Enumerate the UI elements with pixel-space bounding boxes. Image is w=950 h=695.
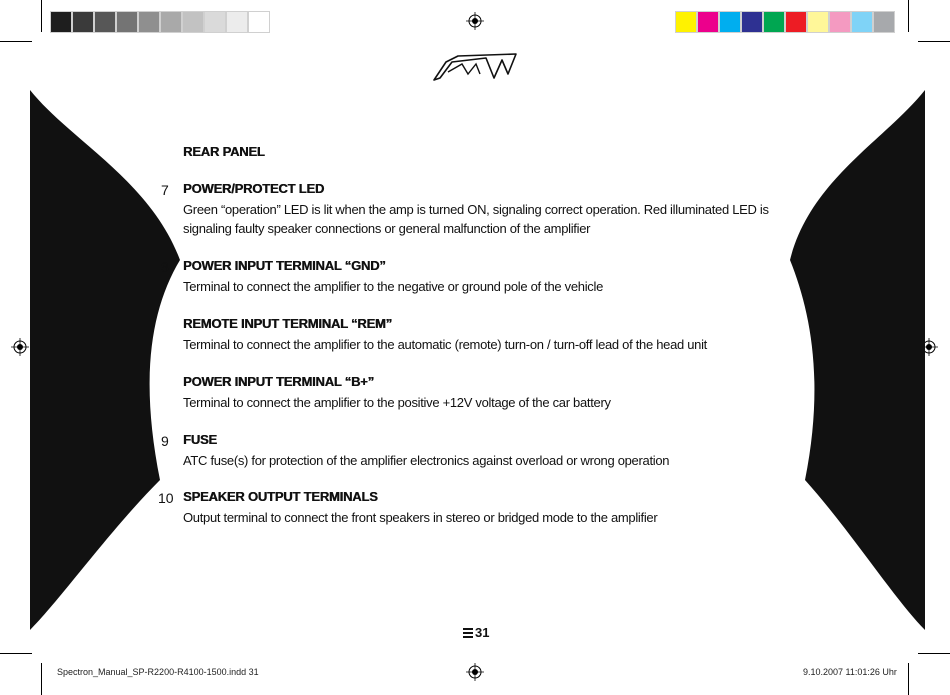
color-swatch [226, 11, 248, 33]
color-swatch [72, 11, 94, 33]
item-number: 8 [161, 259, 169, 275]
crop-mark [0, 653, 32, 654]
page-number-mark-icon [462, 627, 474, 639]
color-swatch [719, 11, 741, 33]
color-swatch [675, 11, 697, 33]
item-description: Terminal to connect the amplifier to the negative or ground pole of the vehicle [183, 279, 604, 294]
right-side-decoration [790, 60, 925, 640]
color-swatch [50, 11, 72, 33]
color-swatch [116, 11, 138, 33]
item-number: 10 [158, 490, 174, 506]
section-title: REAR PANEL [183, 144, 265, 159]
item-description: Terminal to connect the amplifier to the automatic (remote) turn-on / turn-off lead of the head unit [183, 337, 707, 352]
page-number-block [462, 625, 489, 640]
crop-mark [918, 653, 950, 654]
item-number: 7 [161, 182, 169, 198]
color-swatch [741, 11, 763, 33]
item-title: POWER/PROTECT LED [183, 181, 325, 196]
color-swatch [94, 11, 116, 33]
color-swatch [697, 11, 719, 33]
color-swatch [204, 11, 226, 33]
registration-mark-icon [466, 12, 484, 30]
color-swatch [763, 11, 785, 33]
color-swatch [182, 11, 204, 33]
crop-mark [908, 0, 909, 32]
item-description: Green “operation” LED is lit when the amp is turned ON, signaling correct operation. Red illuminated LED is [183, 202, 769, 217]
footer-timestamp: 9.10.2007 11:01:26 Uhr [803, 667, 897, 677]
registration-mark-icon [11, 338, 29, 356]
item-description: ATC fuse(s) for protection of the amplifier electronics against overload or wrong operation [183, 453, 670, 468]
item-title: FUSE [183, 432, 217, 447]
item-title: POWER INPUT TERMINAL “GND” [183, 258, 386, 273]
grayscale-color-bar [50, 11, 270, 33]
color-swatch [138, 11, 160, 33]
crop-mark [0, 41, 32, 42]
crop-mark [918, 41, 950, 42]
color-swatch [873, 11, 895, 33]
item-title: REMOTE INPUT TERMINAL “REM” [183, 316, 392, 331]
crop-mark [41, 663, 42, 695]
color-swatch [829, 11, 851, 33]
spectron-logo [428, 52, 522, 84]
cmyk-color-bar [675, 11, 895, 33]
crop-mark [908, 663, 909, 695]
crop-mark [41, 0, 42, 32]
color-swatch [248, 11, 270, 33]
item-description: signaling faulty speaker connections or general malfunction of the amplifier [183, 221, 591, 236]
item-title: POWER INPUT TERMINAL “B+” [183, 374, 374, 389]
item-description: Output terminal to connect the front speakers in stereo or bridged mode to the amplifier [183, 510, 658, 525]
color-swatch [807, 11, 829, 33]
item-number: 9 [161, 433, 169, 449]
page-number: 31 [475, 625, 490, 640]
color-swatch [785, 11, 807, 33]
registration-mark-icon [466, 663, 484, 681]
item-description: Terminal to connect the amplifier to the positive +12V voltage of the car battery [183, 395, 611, 410]
left-side-decoration [30, 60, 180, 640]
color-swatch [160, 11, 182, 33]
color-swatch [851, 11, 873, 33]
footer-filename: Spectron_Manual_SP-R2200-R4100-1500.indd 31 [57, 667, 259, 677]
item-title: SPEAKER OUTPUT TERMINALS [183, 489, 378, 504]
